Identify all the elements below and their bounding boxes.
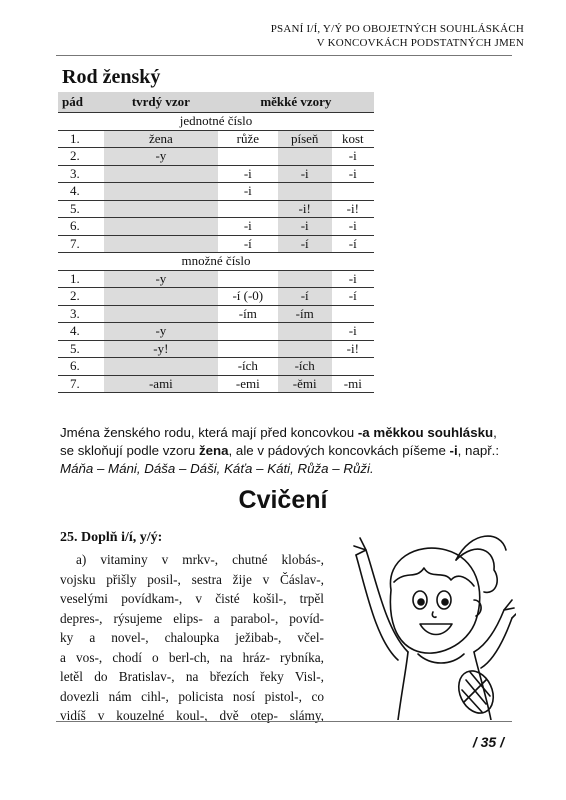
exercise-line: veselými povídkam-, v čisté košil-, trpěl	[60, 591, 324, 606]
table-cell: -í	[332, 235, 374, 253]
table-cell: -i	[332, 270, 374, 288]
table-cell: -mi	[332, 375, 374, 393]
table-cell: -ěmi	[278, 375, 332, 393]
header-rule	[56, 55, 512, 56]
table-cell: 2.	[58, 148, 104, 166]
table-cell: 2.	[58, 288, 104, 306]
table-cell: růže	[218, 130, 278, 148]
table-cell: -i	[218, 218, 278, 236]
table-row	[58, 200, 374, 218]
exercise-line: a) vitaminy v mrkv-, chutné klobás-,	[76, 552, 324, 567]
table-cell	[278, 183, 332, 201]
para-bold-3: -i	[449, 443, 458, 458]
table-row	[58, 288, 374, 306]
table-cell: 6.	[58, 218, 104, 236]
table-row	[58, 130, 374, 148]
table-row	[58, 183, 374, 201]
table-cell	[332, 305, 374, 323]
table-cell	[104, 288, 218, 306]
header-line-1: PSANÍ I/Í, Y/Ý PO OBOJETNÝCH SOUHLÁSKÁCH	[270, 23, 524, 35]
para-bold-1: -a měkkou souhlásku	[357, 425, 494, 440]
para-text-2: , se skloňují podle vzoru	[60, 425, 497, 458]
table-cell	[332, 183, 374, 201]
table-cell	[218, 270, 278, 288]
para-text-1: Jména ženského rodu, která mají před koncovkou	[60, 425, 358, 440]
exercise-line: ky a novel-, chaloupka ježibab-, včel-	[60, 630, 324, 645]
table-cell: 7.	[58, 235, 104, 253]
table-cell: píseň	[278, 130, 332, 148]
table-cell: -i!	[278, 200, 332, 218]
plural-label: množné číslo	[58, 253, 374, 271]
table-cell: -í	[278, 235, 332, 253]
table-row	[58, 323, 374, 341]
table-cell	[278, 270, 332, 288]
para-text-4: , např.:	[457, 443, 500, 458]
table-row	[58, 235, 374, 253]
table-cell: 6.	[58, 358, 104, 376]
table-cell: -ím	[218, 305, 278, 323]
table-cell: -ích	[218, 358, 278, 376]
para-examples: Máňa – Máni, Dáša – Dáši, Káťa – Káti, Růža – Růži.	[60, 461, 374, 476]
table-row	[58, 148, 374, 166]
para-text-3: , ale v pádových koncovkách píšeme	[228, 443, 450, 458]
section-title: Rod ženský	[62, 66, 161, 88]
table-cell: -i	[332, 148, 374, 166]
table-cell	[278, 323, 332, 341]
table-cell: 4.	[58, 183, 104, 201]
declension-table	[58, 92, 374, 393]
table-cell: 4.	[58, 323, 104, 341]
table-cell: -i!	[332, 200, 374, 218]
table-row	[58, 270, 374, 288]
singular-label: jednotné číslo	[58, 113, 374, 131]
exercise-line: vidíš v kouzelné koul-, dvě otep- slámy,	[60, 708, 324, 723]
table-row	[58, 165, 374, 183]
table-cell: kost	[332, 130, 374, 148]
table-row	[58, 305, 374, 323]
table-cell: -i!	[332, 340, 374, 358]
footer-rule	[56, 721, 512, 722]
table-cell	[104, 235, 218, 253]
table-cell	[332, 358, 374, 376]
table-cell: -ím	[278, 305, 332, 323]
table-cell: -í	[278, 288, 332, 306]
table-cell	[104, 305, 218, 323]
table-cell	[218, 323, 278, 341]
exercise-line: depres-, rýsujeme elips- a parabol-, povíd-	[60, 610, 324, 626]
header-line-2: V KONCOVKÁCH PODSTATNÝCH JMEN	[316, 37, 524, 49]
table-cell: -i	[278, 165, 332, 183]
table-row	[58, 218, 374, 236]
col-pad: pád	[58, 92, 104, 113]
table-cell: -i	[218, 165, 278, 183]
exercise-title: 25. Doplň i/í, y/ý:	[60, 530, 163, 545]
table-cell	[104, 165, 218, 183]
table-cell: -í (-0)	[218, 288, 278, 306]
page-number: / 35 /	[472, 734, 504, 750]
exercise-heading: Cvičení	[238, 486, 328, 514]
table-header-row	[58, 92, 374, 113]
table-cell: 5.	[58, 200, 104, 218]
table-cell: 1.	[58, 130, 104, 148]
table-cell: 1.	[58, 270, 104, 288]
table-cell: -i	[332, 165, 374, 183]
exercise-line: letěl do Bratislav-, na březích řeky Visl-,	[60, 669, 324, 684]
table-cell	[104, 358, 218, 376]
table-row	[58, 340, 374, 358]
table-cell	[278, 340, 332, 358]
table-cell	[104, 200, 218, 218]
table-cell: -emi	[218, 375, 278, 393]
table-cell: -ích	[278, 358, 332, 376]
table-cell: -í	[332, 288, 374, 306]
table-cell: -y	[104, 270, 218, 288]
table-cell: 7.	[58, 375, 104, 393]
table-cell	[218, 148, 278, 166]
table-cell: -í	[218, 235, 278, 253]
table-cell: -y	[104, 148, 218, 166]
table-row	[58, 358, 374, 376]
para-bold-2: žena	[198, 443, 229, 458]
table-cell	[278, 148, 332, 166]
table-cell: -i	[278, 218, 332, 236]
col-soft: měkké vzory	[218, 92, 374, 113]
table-cell: -y!	[104, 340, 218, 358]
table-cell: 3.	[58, 165, 104, 183]
col-hard: tvrdý vzor	[104, 92, 218, 113]
table-cell: -i	[218, 183, 278, 201]
table-cell: -i	[332, 218, 374, 236]
table-cell	[218, 200, 278, 218]
exercise-text	[60, 550, 324, 726]
explanation-paragraph	[60, 424, 510, 478]
table-cell: -ami	[104, 375, 218, 393]
table-cell	[218, 340, 278, 358]
running-header	[224, 22, 524, 50]
table-cell: žena	[104, 130, 218, 148]
exercise-line: a vos-, chodí o berl-ch, na hráz- rybníka,	[60, 649, 324, 665]
table-row	[58, 375, 374, 393]
table-cell: 5.	[58, 340, 104, 358]
table-cell: 3.	[58, 305, 104, 323]
table-cell	[104, 183, 218, 201]
table-cell: -y	[104, 323, 218, 341]
cartoon-girl-illustration	[336, 520, 516, 720]
exercise-line: dovezli nám cihl-, policista nosí pistol-, co	[60, 688, 324, 704]
table-cell	[104, 218, 218, 236]
table-cell: -i	[332, 323, 374, 341]
exercise-line: vojsku přišly posil-, sestra žije v Čáslav-,	[60, 571, 324, 587]
